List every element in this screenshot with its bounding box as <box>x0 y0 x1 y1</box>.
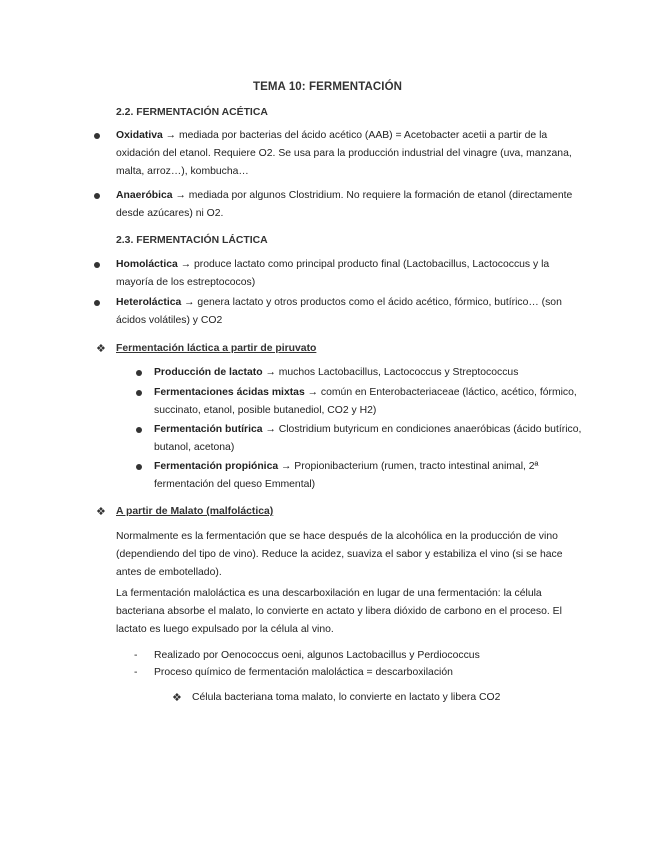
arrow-icon: → <box>175 190 186 201</box>
bullet-text: genera lactato y otros productos como el ácido acético, fórmico, butírico… (son ácidos volátiles) y CO2 <box>116 297 562 326</box>
bullet-dot-icon <box>136 464 142 470</box>
bullet-text: produce lactato como principal producto final (Lactobacillus, Lactococcus y la mayoría de los estreptococos) <box>116 259 550 288</box>
bullet-text: mediada por algunos Clostridium. No requiere la formación de etanol (directamente desde azúcares) ni O2. <box>116 190 573 219</box>
diamond-bullet-icon: ❖ <box>172 692 182 704</box>
bullet-text: común en Enterobacteriaceae (láctico, acético, fórmico, succinato, etanol, posible butanediol, CO2 y H2) <box>154 387 577 416</box>
bullet-text: Propionibacterium (rumen, tracto intestinal animal, 2ª fermentación del queso Emmental) <box>154 461 539 490</box>
bullet-butirica <box>154 421 584 457</box>
dash-bullet-icon: - <box>134 650 138 661</box>
diamond-bullet-icon: ❖ <box>96 506 106 518</box>
bullet-term: Heteroláctica <box>116 297 182 308</box>
bullet-anaerobica <box>116 187 576 223</box>
bullet-dot-icon <box>94 300 100 306</box>
paragraph-malato-2: La fermentación maloláctica es una descarboxilación en lugar de una fermentación: la célula bacteriana absorbe el malato, lo convierte en actato y libera dióxido de carbono en el proceso. El lactato es luego expulsado por la célula al vino. <box>116 588 562 635</box>
arrow-icon: → <box>265 424 276 435</box>
bullet-dot-icon <box>136 427 142 433</box>
bullet-term: Producción de lactato <box>154 367 263 378</box>
bullet-term: Fermentación propiónica <box>154 461 279 472</box>
bullet-dot-icon <box>94 193 100 199</box>
subsection-heading-piruvato <box>96 340 317 358</box>
bullet-oxidativa <box>116 127 576 181</box>
bullet-propionica <box>154 458 584 494</box>
dash-item-oenococcus <box>134 647 584 665</box>
arrow-icon: → <box>281 461 292 472</box>
bullet-produccion-lactato <box>154 364 584 382</box>
bullet-text: Clostridium butyricum en condiciones anaeróbicas (ácido butírico, butanol, acetona) <box>154 424 582 453</box>
bullet-term: Homoláctica <box>116 259 178 270</box>
bullet-term: Oxidativa <box>116 130 163 141</box>
bullet-term: Fermentaciones ácidas mixtas <box>154 387 305 398</box>
diamond-bullet-icon: ❖ <box>96 343 106 355</box>
deep-item-celula <box>172 689 592 707</box>
bullet-dot-icon <box>136 370 142 376</box>
bullet-heterolactica <box>116 294 576 330</box>
bullet-acidas-mixtas <box>154 384 584 420</box>
arrow-icon: → <box>307 387 319 398</box>
section-heading-acetica: 2.2. FERMENTACIÓN ACÉTICA <box>116 107 268 118</box>
bullet-text: mediada por bacterias del ácido acético (AAB) = Acetobacter acetii a partir de la oxidación del etanol. Requiere O2. Se usa para la producción industrial del vinagre (uva, manzana, malta, arroz…), kombucha… <box>116 130 572 177</box>
dash-item-text: Proceso químico de fermentación maloláctica = descarboxilación <box>154 667 453 678</box>
bullet-homolactica <box>116 256 576 292</box>
deep-item-text: Célula bacteriana toma malato, lo convierte en lactato y libera CO2 <box>192 692 501 703</box>
bullet-text: muchos Lactobacillus, Lactococcus y Streptococcus <box>275 367 519 378</box>
dash-item-text: Realizado por Oenococcus oeni, algunos Lactobacillus y Perdiococcus <box>154 650 480 661</box>
bullet-term: Fermentación butírica <box>154 424 263 435</box>
page-title: TEMA 10: FERMENTACIÓN <box>252 81 403 93</box>
subsection-heading-text: Fermentación láctica a partir de piruvato <box>116 343 317 354</box>
subsection-heading-malato <box>96 503 274 521</box>
arrow-icon: → <box>180 259 192 270</box>
bullet-dot-icon <box>94 262 100 268</box>
dash-bullet-icon: - <box>134 667 138 678</box>
arrow-icon: → <box>184 297 195 308</box>
paragraph-malato-1: Normalmente es la fermentación que se hace después de la alcohólica en la producción de vino (dependiendo del tipo de vino). Reduce la acidez, suaviza el sabor y estabiliza el vino (si se hace antes de embotellado). <box>116 531 563 578</box>
dash-item-proceso <box>134 664 584 682</box>
bullet-term: Anaeróbica <box>116 190 173 201</box>
arrow-icon: → <box>265 367 276 378</box>
arrow-icon: → <box>165 130 177 141</box>
bullet-dot-icon <box>136 390 142 396</box>
section-heading-lactica: 2.3. FERMENTACIÓN LÁCTICA <box>116 235 268 246</box>
bullet-dot-icon <box>94 133 100 139</box>
subsection-heading-text: A partir de Malato (malfoláctica) <box>116 506 274 517</box>
